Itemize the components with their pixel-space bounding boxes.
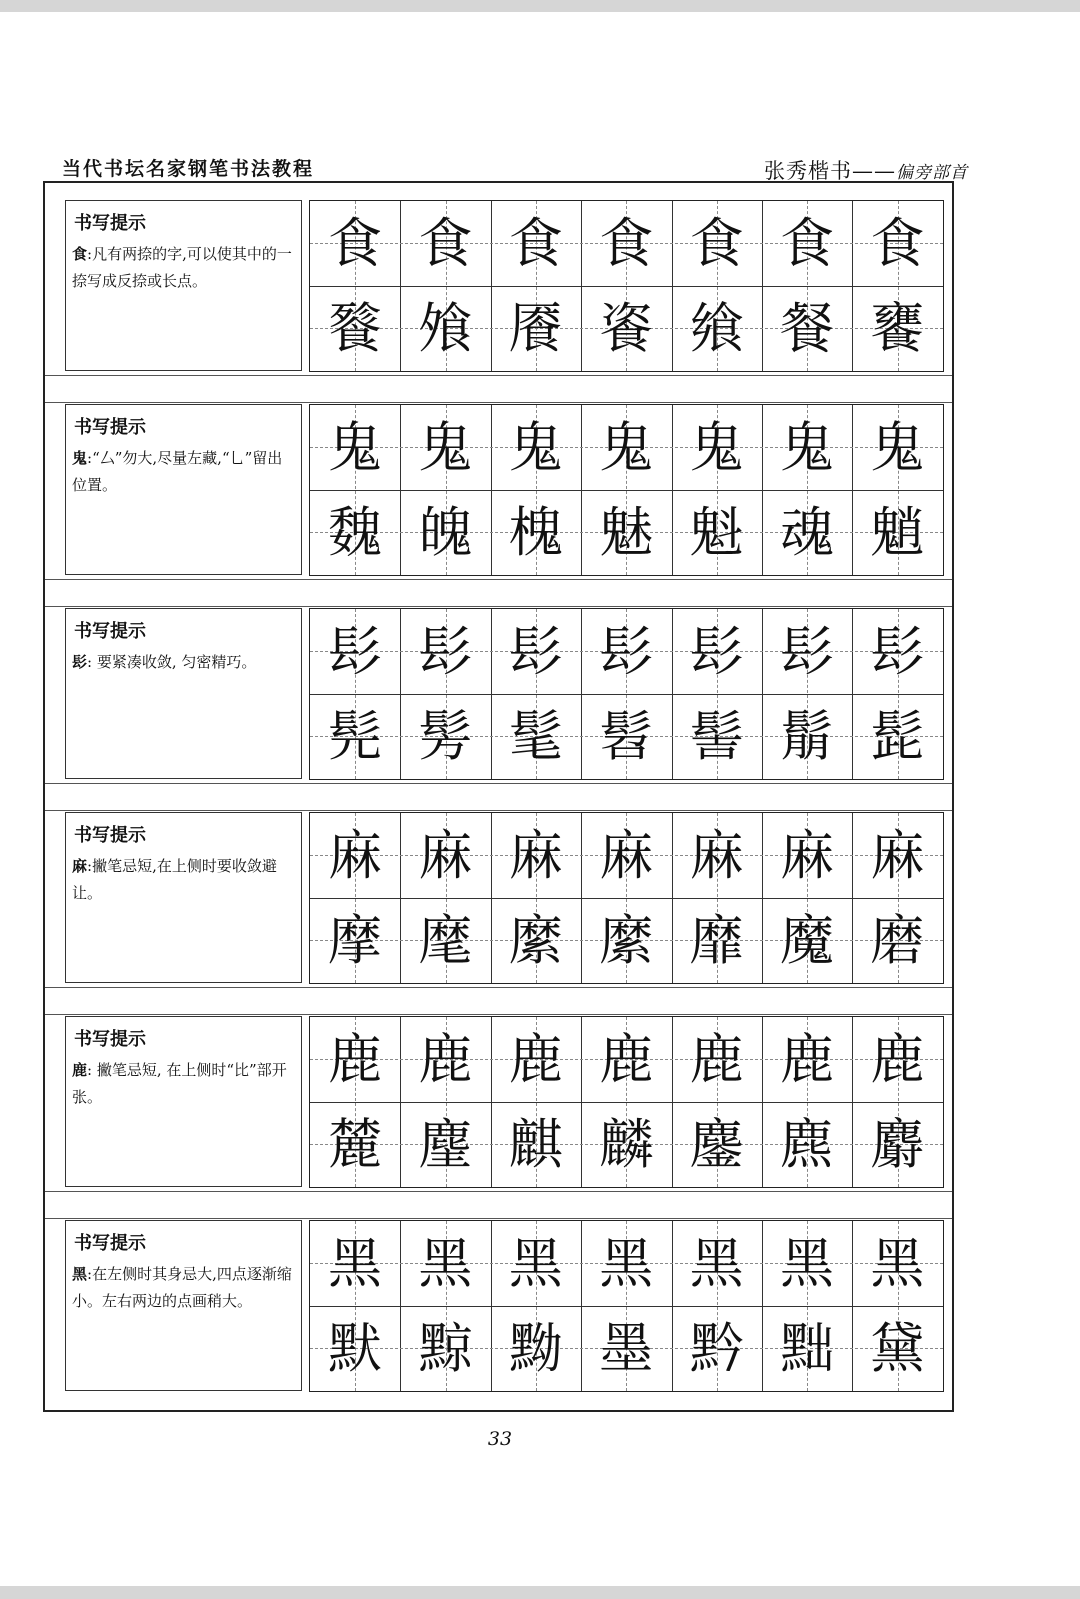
tip-body: :在左侧时其身忌大,四点逐渐缩小。左右两边的点画稍大。 [72,1265,292,1310]
model-character: 鹿 [418,1027,473,1091]
tip-radical: 髟 [72,653,88,671]
example-character: 魄 [418,500,473,564]
character-grid [309,1016,944,1188]
tip-radical: 食 [72,245,88,263]
example-character: 槐 [508,500,563,564]
character-grid [309,200,944,372]
practice-section [45,999,952,1175]
model-character: 鬼 [870,415,925,479]
example-character: 魔 [780,908,834,972]
practice-page-frame [43,181,954,1412]
example-character: 麾 [418,908,473,972]
example-character: 魅 [599,500,654,564]
tip-body: :凡有两捺的字,可以使其中的一捺写成反捺或长点。 [72,245,292,290]
example-character: 髣 [418,704,473,768]
page-number: 33 [487,1428,513,1450]
writing-tip-box [65,1016,302,1187]
example-character: 髡 [328,704,382,768]
tip-text [72,445,296,499]
character-grid [309,404,944,576]
example-character: 磨 [870,908,925,972]
model-character: 髟 [508,619,563,683]
example-character: 髦 [508,704,563,768]
model-character: 黑 [508,1231,563,1295]
practice-section [45,1203,952,1379]
model-character: 麻 [599,823,654,887]
model-character: 鬼 [689,415,744,479]
tip-text [72,1261,296,1315]
tip-title: 书写提示 [74,213,146,234]
writing-tip-box [65,1220,302,1391]
model-character: 食 [418,211,473,275]
model-character: 食 [689,211,744,275]
tip-body: : 撇笔忌短, 在上侧时“比”部开张。 [72,1061,287,1106]
author-title: 张秀楷书—— [764,159,896,183]
example-character: 餈 [599,296,654,360]
model-character: 鹿 [508,1027,563,1091]
example-character: 麓 [328,1112,382,1176]
example-character: 饔 [870,296,925,360]
model-character: 食 [599,211,654,275]
example-character: 縻 [599,908,654,972]
writing-tip-box [65,608,302,779]
model-character: 髟 [689,619,744,683]
model-character: 黑 [599,1231,654,1295]
example-character: 餍 [508,296,563,360]
tip-radical: 黑 [72,1265,88,1283]
model-character: 麻 [508,823,563,887]
tip-title: 书写提示 [74,1029,146,1050]
model-character: 鹿 [689,1027,744,1091]
model-character: 髟 [328,619,382,683]
model-character: 鬼 [418,415,473,479]
model-character: 麻 [780,823,834,887]
model-character: 鬼 [328,415,382,479]
model-character: 髟 [418,619,473,683]
tip-radical: 鬼 [72,449,88,467]
practice-section [45,795,952,971]
model-character: 鹿 [599,1027,654,1091]
tip-text [72,1057,296,1111]
model-character: 食 [328,211,382,275]
top-scan-strip [0,0,1080,12]
model-character: 麻 [418,823,473,887]
character-grid [309,608,944,780]
example-character: 麈 [418,1112,473,1176]
character-grid [309,812,944,984]
practice-section [45,591,952,767]
example-character: 麝 [870,1112,925,1176]
tip-text [72,853,296,907]
model-character: 黑 [780,1231,834,1295]
model-character: 髟 [780,619,834,683]
tip-body: :“厶”勿大,尽量左藏,“乚”留出位置。 [72,449,283,494]
model-character: 鬼 [780,415,834,479]
example-character: 飨 [689,296,744,360]
tip-title: 书写提示 [74,825,146,846]
example-character: 麒 [508,1112,563,1176]
example-character: 黥 [418,1316,473,1380]
model-character: 食 [780,211,834,275]
example-character: 摩 [328,908,382,972]
example-character: 魂 [780,500,834,564]
example-character: 鏖 [689,1112,744,1176]
example-character: 髻 [689,704,744,768]
model-character: 髟 [870,619,925,683]
example-character: 黜 [780,1316,834,1380]
model-character: 食 [508,211,563,275]
writing-tip-box [65,200,302,371]
example-character: 髭 [870,704,925,768]
model-character: 黑 [870,1231,925,1295]
writing-tip-box [65,404,302,575]
character-grid [309,1220,944,1392]
example-character: 魏 [328,500,382,564]
tip-radical: 鹿 [72,1061,88,1079]
example-character: 餐 [780,296,834,360]
chapter-subtitle: 偏旁部首 [896,163,968,183]
example-character: 默 [328,1316,382,1380]
model-character: 麻 [870,823,925,887]
example-character: 黛 [870,1316,925,1380]
example-character: 餮 [328,296,382,360]
tip-title: 书写提示 [74,417,146,438]
tip-text [72,241,296,295]
example-character: 黝 [508,1316,563,1380]
model-character: 鹿 [780,1027,834,1091]
model-character: 鹿 [328,1027,382,1091]
model-character: 食 [870,211,925,275]
book-series-title: 当代书坛名家钢笔书法教程 [62,158,315,180]
model-character: 麻 [689,823,744,887]
example-character: 髫 [599,704,654,768]
model-character: 麻 [328,823,382,887]
model-character: 髟 [599,619,654,683]
example-character: 鬅 [780,704,834,768]
writing-tip-box [65,812,302,983]
tip-body: :撇笔忌短,在上侧时要收敛避让。 [72,857,277,902]
example-character: 麃 [780,1112,834,1176]
practice-section [45,387,952,563]
tip-title: 书写提示 [74,621,146,642]
bottom-scan-strip [0,1586,1080,1599]
example-character: 縻 [508,908,563,972]
example-character: 魈 [870,500,925,564]
example-character: 魁 [689,500,744,564]
model-character: 黑 [418,1231,473,1295]
example-character: 墨 [599,1316,654,1380]
tip-body: : 要紧凑收敛, 匀密精巧。 [87,653,257,671]
model-character: 鹿 [870,1027,925,1091]
tip-title: 书写提示 [74,1233,146,1254]
example-character: 靡 [689,908,744,972]
example-character: 飧 [418,296,473,360]
model-character: 黑 [328,1231,382,1295]
tip-text [72,649,296,676]
practice-section [45,183,952,359]
model-character: 黑 [689,1231,744,1295]
model-character: 鬼 [599,415,654,479]
example-character: 黔 [689,1316,744,1380]
tip-radical: 麻 [72,857,88,875]
model-character: 鬼 [508,415,563,479]
example-character: 麟 [599,1112,654,1176]
